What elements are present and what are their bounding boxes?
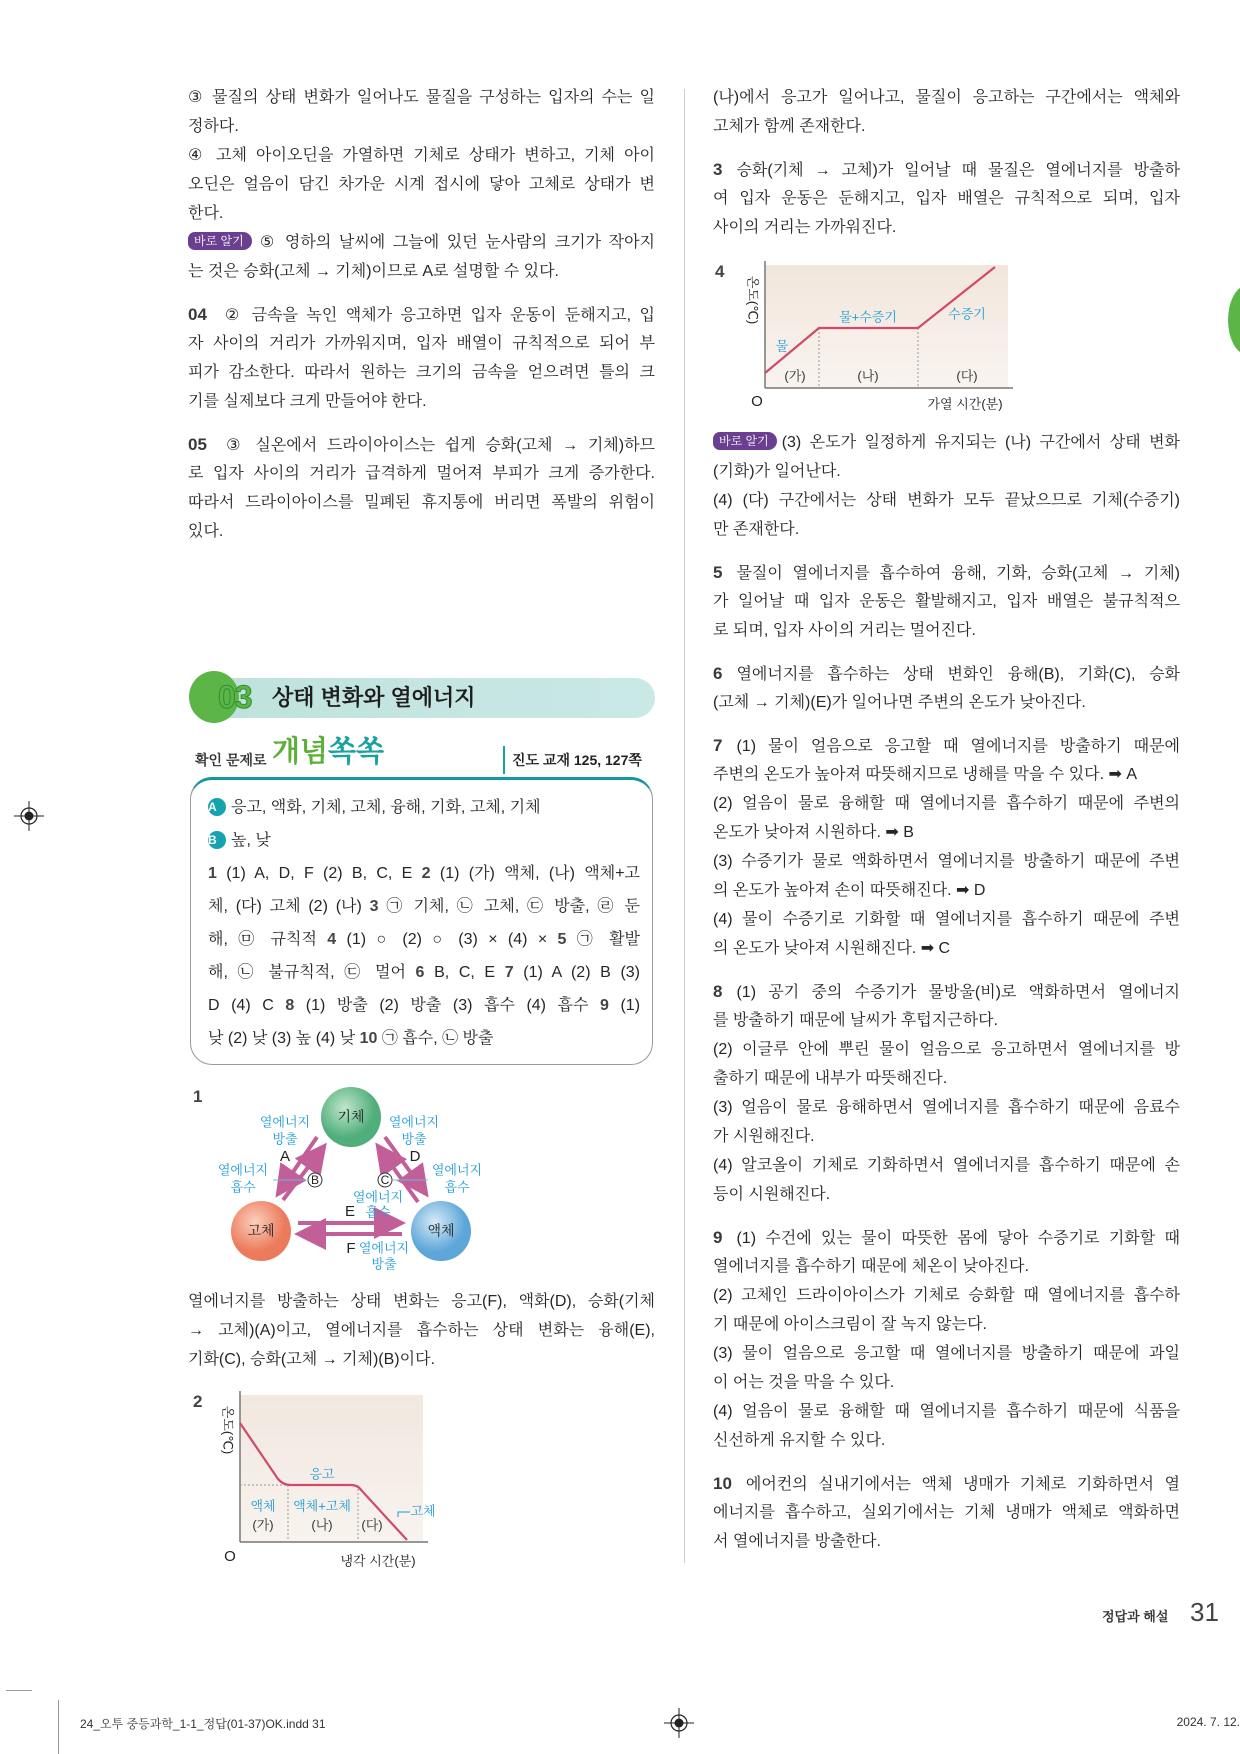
heat-label: 열에너지: [217, 1162, 269, 1178]
right-column-bottom: [713, 428, 1180, 1556]
text-line: [713, 977, 1180, 1006]
line-text: 열에너지를 방출하는 상태 변화는 응고(F), 액화(D), 승화(기체: [188, 1293, 655, 1310]
concept-answer-b-text: 높, 낮: [231, 832, 271, 849]
answer-number: 5: [557, 931, 567, 948]
heat-label: 열에너지: [352, 1189, 404, 1205]
line-text: 열에너지를 흡수하는 상태 변화인 융해(B), 기화(C), 승화: [736, 666, 1180, 683]
answer-paragraph: [713, 977, 1180, 1035]
line-text: (4) (다) 구간에서는 상태 변화가 모두 끝났으므로 기체(수증기): [713, 492, 1180, 509]
text-line: [713, 457, 1180, 486]
text-line: [713, 1122, 1180, 1151]
right-column-top: [713, 83, 1180, 242]
line-text: 의 온도가 높아져 손이 따뜻해진다. ➡ D: [713, 882, 986, 899]
question-number: 10: [713, 1474, 732, 1493]
line-text: 의 온도가 낮아져 시원해진다. ➡ C: [713, 940, 951, 957]
footer-date: 2024. 7. 12.: [1176, 1715, 1240, 1729]
line-text: 로 입자 사이의 거리가 급격하게 멀어져 부피가 크게 증가한다.: [188, 465, 655, 482]
text-line: [188, 83, 655, 112]
y-axis-label: 온도(℃): [745, 275, 761, 325]
text-line: [713, 184, 1180, 213]
line-text: (4) 알코올이 기체로 기화하면서 열에너지를 흡수하기 때문에 손: [713, 1157, 1180, 1174]
answer-paragraph: [713, 659, 1180, 717]
line-text: (3) 수증기가 물로 액화하면서 열에너지를 방출하기 때문에 주변: [713, 853, 1180, 870]
state-label: 고체: [410, 1503, 436, 1519]
region-label: (나): [311, 1517, 333, 1533]
answer-paragraph: [713, 155, 1180, 242]
text-line: [713, 1310, 1180, 1339]
text-line: [188, 1345, 655, 1374]
line-text: 물질이 열에너지를 흡수하여 융해, 기화, 승화(고체 → 기체): [736, 565, 1180, 582]
line-text: (1) 물이 얼음으로 응고할 때 열에너지를 방출하기 때문에: [736, 738, 1180, 755]
heat-label: 열에너지: [358, 1240, 410, 1256]
line-text: 정하다.: [188, 118, 239, 135]
left-column-text: [188, 83, 655, 546]
answer-text: 해, ㉡ 불규칙적, ㉢ 멀어: [208, 964, 416, 981]
text-line: [188, 517, 655, 546]
check-prefix: 확인 문제로: [195, 752, 267, 768]
text-line: [713, 789, 1180, 818]
question-number: 8: [713, 982, 723, 1001]
text-line: [713, 688, 1180, 717]
answer-text: B, C, E: [424, 964, 505, 981]
line-text: (3) 얼음이 물로 융해하면서 열에너지를 흡수하기 때문에 음료수: [713, 1099, 1180, 1116]
answer-paragraph: [713, 1281, 1180, 1339]
line-text: (3) 온도가 일정하게 유지되는 (나) 구간에서 상태 변화: [781, 434, 1180, 451]
check-title-b: 쏙쏙: [328, 736, 385, 768]
text-line: [713, 905, 1180, 934]
figure-number: 4: [715, 262, 725, 281]
answer-number: 2: [421, 865, 431, 882]
line-text: 에어컨의 실내기에서는 액체 냉매가 기체로 기화하면서 열: [745, 1476, 1180, 1493]
line-text: 열에너지를 흡수하기 때문에 체온이 낮아진다.: [713, 1258, 1029, 1275]
state-label: 물: [775, 338, 789, 354]
footer-file-name: 24_오투 중등과학_1-1_정답(01-37)OK.indd 31: [80, 1717, 326, 1731]
text-line: [713, 1527, 1180, 1556]
line-text: 기 때문에 아이스크림이 잘 녹지 않는다.: [713, 1316, 987, 1333]
line-text: (2) 이글루 안에 뿌린 물이 얼음으로 응고하면서 열에너지를 방: [713, 1041, 1180, 1058]
line-text: 온도가 낮아져 시원하다. ➡ B: [713, 824, 914, 841]
answer-paragraph: [713, 1339, 1180, 1397]
answer-paragraph: [713, 486, 1180, 544]
line-text: (4) 물이 수증기로 기화할 때 열에너지를 흡수하기 때문에 주변: [713, 911, 1180, 928]
question-number: 7: [713, 736, 723, 755]
line-text: (1) 수건에 있는 물이 따뜻한 몸에 닿아 수증기로 기화할 때: [736, 1230, 1180, 1247]
correct-knowledge-badge: 바로 알기: [713, 432, 777, 450]
release-label: 방출: [401, 1131, 427, 1147]
line-text: 를 방출하기 때문에 날씨가 후텁지근하다.: [713, 1012, 998, 1029]
correct-knowledge-badge: 바로 알기: [188, 232, 252, 250]
line-text: 등이 시원해진다.: [713, 1186, 831, 1203]
answer-number: 6: [415, 964, 425, 981]
registration-mark-icon: [14, 801, 44, 831]
line-text: 만 존재한다.: [713, 521, 800, 538]
question-number: 3: [713, 160, 723, 179]
text-line: [188, 430, 655, 459]
answer-paragraph: [713, 731, 1180, 789]
answer-paragraph: [713, 789, 1180, 847]
check-title-a: 개념: [272, 736, 329, 768]
text-line: [188, 358, 655, 387]
answer-paragraph: [713, 558, 1180, 645]
line-text: 승화(기체 → 고체)가 일어날 때 물질은 열에너지를 방출하: [736, 162, 1180, 179]
origin-label: O: [751, 392, 763, 410]
concept-answer-line: [208, 989, 640, 1022]
text-line: [713, 731, 1180, 760]
line-text: 가 시원해진다.: [713, 1128, 815, 1145]
column-divider: [684, 89, 685, 1563]
answer-paragraph: [188, 141, 655, 228]
line-text: ② 금속을 녹인 액체가 응고하면 입자 운동이 둔해지고, 입: [220, 307, 655, 324]
concept-answers: [208, 791, 640, 1055]
line-text: → 고체)(A)이고, 열에너지를 흡수하는 상태 변화는 융해(E),: [188, 1322, 655, 1339]
line-text: ⑤ 영하의 날씨에 그늘에 있던 눈사람의 크기가 작아지: [256, 234, 655, 251]
text-line: [713, 1281, 1180, 1310]
text-line: [713, 558, 1180, 587]
text-line: [188, 459, 655, 488]
answer-text: ㉠ 기체, ㉡ 고체, ㉢ 방출, ㉣ 둔: [378, 898, 640, 915]
text-line: [713, 1151, 1180, 1180]
text-line: [713, 1426, 1180, 1455]
line-text: 에너지를 흡수하고, 실외기에서는 기체 냉매가 액체로 액화하면: [713, 1504, 1180, 1521]
region-label: (다): [956, 368, 978, 384]
line-text: 따라서 드라이아이스를 밀폐된 휴지통에 버리면 폭발의 위험이: [188, 494, 655, 511]
text-line: [188, 257, 655, 286]
check-separator: [503, 746, 505, 774]
region-label: (다): [361, 1517, 383, 1533]
solid-label: 고체: [247, 1222, 275, 1239]
release-label: 방출: [371, 1256, 397, 1272]
gas-label: 기체: [337, 1108, 365, 1125]
x-axis-label: 가열 시간(분): [927, 396, 1003, 412]
answer-number: 7: [504, 964, 514, 981]
text-line: [713, 1368, 1180, 1397]
answer-paragraph: [188, 430, 655, 546]
registration-mark-icon: [664, 1708, 694, 1738]
line-text: 오딘은 얼음이 담긴 차가운 시계 접시에 닿아 고체로 상태가 변: [188, 176, 655, 193]
text-line: [713, 1498, 1180, 1527]
letter-c: C: [380, 1173, 390, 1188]
text-line: [713, 616, 1180, 645]
line-text: (2) 고체인 드라이아이스가 기체로 승화할 때 열에너지를 흡수하: [713, 1287, 1180, 1304]
text-line: [713, 112, 1180, 141]
text-line: [188, 199, 655, 228]
section-number: 03: [218, 679, 252, 715]
concept-answer-line: [208, 956, 640, 989]
question-number: 9: [713, 1228, 723, 1247]
text-line: [713, 1035, 1180, 1064]
answer-paragraph: [713, 1035, 1180, 1093]
line-text: 는 것은 승화(고체 → 기체)이므로 A로 설명할 수 있다.: [188, 263, 560, 280]
answer-text: D (4) C: [208, 997, 286, 1014]
text-line: [188, 228, 655, 257]
line-text: (1) 공기 중의 수증기가 물방울(비)로 액화하면서 열에너지: [736, 984, 1180, 1001]
answer-text: (1) A (2) B (3): [513, 964, 640, 981]
concept-answer-lines: [208, 857, 640, 1055]
text-line: [713, 1093, 1180, 1122]
answer-text: (1): [608, 997, 641, 1014]
text-line: [188, 1287, 655, 1316]
state-change-diagram: [188, 1083, 658, 1283]
answer-paragraph: [188, 83, 655, 141]
letter-e: E: [344, 1202, 356, 1220]
text-line: [713, 486, 1180, 515]
line-text: 여 입자 운동은 둔해지고, 입자 배열은 규칙적으로 되며, 입자: [713, 190, 1180, 207]
letter-d: D: [409, 1147, 421, 1165]
answer-number: 9: [600, 997, 609, 1014]
line-text: ③ 물질의 상태 변화가 일어나도 물질을 구성하는 입자의 수는 일: [188, 89, 655, 106]
answer-text: (1) A, D, F (2) B, C, E: [216, 865, 422, 882]
text-line: [713, 760, 1180, 789]
answer-number: 1: [208, 865, 217, 882]
text-line: [713, 1469, 1180, 1498]
text-line: [188, 1316, 655, 1345]
line-text: 고체가 함께 존재한다.: [713, 118, 866, 135]
state-label: 액체: [250, 1498, 276, 1514]
answer-paragraph: [713, 83, 1180, 141]
answer-number: 4: [327, 931, 337, 948]
cooling-curve-graph: [188, 1385, 438, 1575]
text-line: [713, 818, 1180, 847]
letter-b: B: [310, 1173, 320, 1188]
answer-paragraph: [713, 1151, 1180, 1209]
text-line: [188, 170, 655, 199]
answer-number: 3: [369, 898, 379, 915]
line-text: 사이의 거리는 가까워진다.: [713, 219, 897, 236]
region-label: (가): [252, 1517, 274, 1533]
answer-text: 체, (다) 고체 (2) (나): [208, 898, 370, 915]
line-text: 자 사이의 거리가 가까워지며, 입자 배열이 규칙적으로 되어 부: [188, 335, 655, 352]
answer-paragraph: [713, 847, 1180, 905]
answer-text: ㉠ 활발: [566, 931, 640, 948]
answer-paragraph: [713, 1223, 1180, 1281]
answer-text: (1) (가) 액체, (나) 액체+고: [430, 865, 640, 882]
figure-number: 1: [193, 1087, 203, 1106]
text-line: [713, 587, 1180, 616]
concept-answer-b: [208, 824, 640, 857]
text-line: [713, 83, 1180, 112]
concept-answer-a: [208, 791, 640, 824]
answer-number: 8: [285, 997, 295, 1014]
answer-text: 해, ㉤ 규칙적: [208, 931, 328, 948]
text-line: [713, 155, 1180, 184]
concept-answer-line: [208, 890, 640, 923]
text-line: [188, 112, 655, 141]
answer-paragraph: [188, 300, 655, 416]
crop-mark: [6, 1690, 32, 1691]
line-text: 이 어는 것을 막을 수 있다.: [713, 1374, 895, 1391]
text-line: [188, 488, 655, 517]
x-axis-label: 냉각 시간(분): [340, 1553, 416, 1569]
figure1-explanation: [188, 1287, 655, 1374]
text-line: [713, 1006, 1180, 1035]
heat-label: 열에너지: [431, 1162, 483, 1178]
crop-mark: [58, 1700, 59, 1754]
text-line: [188, 387, 655, 416]
answer-paragraph: [713, 428, 1180, 486]
footer-section-label: 정답과 해설: [1102, 1609, 1169, 1624]
line-text: 신선하게 유지할 수 있다.: [713, 1432, 886, 1449]
text-line: [188, 141, 655, 170]
text-line: [713, 1339, 1180, 1368]
heat-label: 열에너지: [388, 1114, 440, 1130]
line-text: 기화(C), 승화(고체 → 기체)(B)이다.: [188, 1351, 435, 1368]
line-text: 로 되며, 입자 사이의 거리는 멀어진다.: [713, 622, 976, 639]
y-axis-label: 온도(℃): [220, 1405, 236, 1455]
state-label: 물+수증기: [839, 309, 897, 325]
text-line: [713, 876, 1180, 905]
text-line: [713, 213, 1180, 242]
text-line: [713, 515, 1180, 544]
region-label: (가): [784, 368, 806, 384]
answer-paragraph: [713, 1397, 1180, 1455]
absorb-label: 흡수: [444, 1179, 470, 1195]
textbook-reference: 진도 교재 125, 127쪽: [512, 752, 642, 768]
question-number: 5: [713, 563, 723, 582]
line-text: 출하기 때문에 내부가 따뜻해진다.: [713, 1070, 948, 1087]
phase-label: 응고: [309, 1466, 335, 1482]
concept-answer-line: [208, 923, 640, 956]
concept-answer-line: [208, 857, 640, 890]
answer-text: 낮 (2) 낮 (3) 높 (4) 낮: [208, 1030, 360, 1047]
absorb-label: 흡수: [230, 1179, 256, 1195]
text-line: [713, 428, 1180, 457]
text-line: [188, 300, 655, 329]
line-text: (고체 → 기체)(E)가 일어나면 주변의 온도가 낮아진다.: [713, 694, 1086, 711]
concept-answer-line: [208, 1022, 640, 1055]
answer-text: (1) ○ (2) ○ (3) × (4) ×: [336, 931, 558, 948]
letter-a: A: [279, 1147, 291, 1165]
answer-text: (1) 방출 (2) 방출 (3) 흡수 (4) 흡수: [294, 997, 601, 1014]
line-text: ④ 고체 아이오딘을 가열하면 기체로 상태가 변하고, 기체 아이: [188, 147, 655, 164]
letter-f: F: [346, 1239, 356, 1257]
text-line: [713, 1064, 1180, 1093]
answer-paragraph: [713, 1093, 1180, 1151]
line-text: (나)에서 응고가 일어나고, 물질이 응고하는 구간에서는 액체와: [713, 89, 1180, 106]
answer-paragraph: [188, 1287, 655, 1374]
answer-number: 10: [359, 1030, 378, 1047]
badge-a-icon: A: [208, 798, 226, 816]
state-label: 액체+고체: [293, 1498, 351, 1514]
question-number: 6: [713, 664, 723, 683]
answer-text: ㉠ 흡수, ㉡ 방출: [377, 1030, 494, 1047]
release-label: 방출: [272, 1131, 298, 1147]
text-line: [713, 1180, 1180, 1209]
answer-paragraph: [713, 905, 1180, 963]
absorb-label: 흡수: [365, 1204, 391, 1220]
line-text: 가 일어날 때 입자 운동은 활발해지고, 입자 배열은 불규칙적으: [713, 593, 1180, 610]
line-text: (3) 물이 얼음으로 응고할 때 열에너지를 방출하기 때문에 과일: [713, 1345, 1180, 1362]
heat-label: 열에너지: [259, 1114, 311, 1130]
line-text: 피가 감소한다. 따라서 원하는 크기의 금속을 얻으려면 틀의 크: [188, 364, 655, 381]
line-text: ③ 실온에서 드라이아이스는 쉽게 승화(고체 → 기체)하므: [220, 437, 655, 454]
question-number: 05: [188, 435, 207, 454]
region-label: (나): [857, 368, 879, 384]
figure-number: 2: [193, 1392, 203, 1411]
line-text: 한다.: [188, 205, 224, 222]
text-line: [713, 1397, 1180, 1426]
check-title: [272, 735, 384, 769]
page-number: 31: [1190, 1597, 1219, 1627]
concept-answer-a-text: 응고, 액화, 기체, 고체, 융해, 기화, 고체, 기체: [231, 799, 541, 816]
text-line: [713, 1252, 1180, 1281]
line-text: (기화)가 일어난다.: [713, 463, 841, 480]
badge-b-icon: B: [208, 831, 226, 849]
line-text: (4) 얼음이 물로 융해할 때 열에너지를 흡수하기 때문에 식품을: [713, 1403, 1180, 1420]
chapter-tab-marker: [1228, 285, 1240, 355]
line-text: 서 열에너지를 방출한다.: [713, 1533, 881, 1550]
section-title: 상태 변화와 열에너지: [272, 685, 476, 710]
heating-curve-graph: [705, 255, 1015, 420]
line-text: 있다.: [188, 523, 224, 540]
text-line: [713, 1223, 1180, 1252]
liquid-label: 액체: [427, 1222, 455, 1239]
text-line: [713, 659, 1180, 688]
question-number: 04: [188, 305, 207, 324]
origin-label: O: [224, 1547, 236, 1565]
line-text: 기를 실제보다 크게 만들어야 한다.: [188, 393, 427, 410]
answer-paragraph: [713, 1469, 1180, 1556]
line-text: 주변의 온도가 높아져 따뜻해지므로 냉해를 막을 수 있다. ➡ A: [713, 766, 1138, 783]
text-line: [713, 934, 1180, 963]
line-text: (2) 얼음이 물로 융해할 때 열에너지를 흡수하기 때문에 주변의: [713, 795, 1180, 812]
text-line: [713, 847, 1180, 876]
answer-paragraph: [188, 228, 655, 286]
state-label: 수증기: [948, 306, 986, 322]
text-line: [188, 329, 655, 358]
